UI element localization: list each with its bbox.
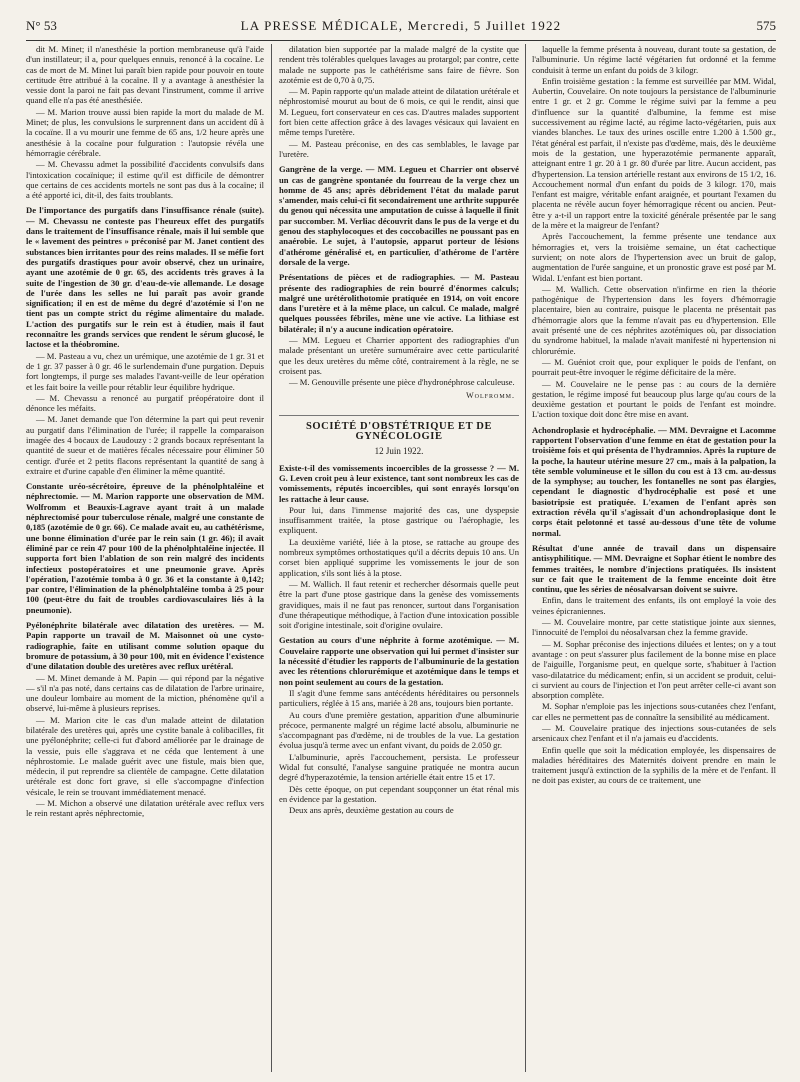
issue-number: N° 53 <box>26 18 57 33</box>
paragraph: — M. Chevassu admet la possibilité d'accidents convulsifs dans l'intoxication cocaïnique; il estime qu'il est difficile de démontrer que certains de ces accidents mortels ne sont pas dus à la cocaïne; il a été apporté ici, dit-il, des faits troublants. <box>26 159 264 201</box>
paragraph: Enfin troisième gestation : la femme est surveillée par MM. Widal, Aubertin, Couvelaire. On note toujours la persistance de l'albuminurie entre 1 gr. et 2 gr. Comme le régime suivi par la femme a peu d'influence sur la quantité d'albumine, la femme est mise successivement au régime lacté, au régime lacto-végétarien, puis aux viandes blanches. Le taux des urines oscille entre 1.200 à 1.500 gr., l'état général est parfait, il n'existe pas d'œdème, mais, dès le deuxième mois de la gestation, une hyperazotémie permanente apparaît, atteignant entre 1 gr. 20 à 1 gr. 80 d'urée par litre. Aucun accident, pas d'hypertension. La tension artérielle restant aux environs de 15 1/2, 16. Accouchement normal d'un enfant du poids de 3 kilogr. 170, mais l'enfant est maigre, véritable enfant araignée, et pourtant l'examen du placenta ne révèle aucun foyer hémorragique récent ou ancien. Peut-être y a-t-il un rapport entre la toxicité générale présentée par le sang de la mère et la maigreur de l'enfant? <box>532 75 776 231</box>
section-paragraph: De l'importance des purgatifs dans l'insuffisance rénale (suite). — M. Chevassu ne conteste pas l'heureux effet des purgatifs dans le traitement de l'insuffisance rénale, mais il lui semble que le « lavement des peintres » préconisé par M. Janet contient des substances bien irritantes pour des reins malades. Il se méfie fort des purgatifs drastiques pour avoir observé, chez un urinaire, ayant une azotémie de 0 gr. 65, des accidents très graves à la suite de l'ingestion de 30 gr. d'eau-de-vie allemande. Le dosage de l'urée dans les selles ne lui paraît pas avoir grande signification; il en est de même du degré d'azotémie si l'on ne tient pas un compte strict du régime alimentaire du malade. L'action des purgatifs sur le rein est à étudier, mais il faut reconnaître les grands services que rendent le sérum glucosé, le lactose et la théobromine. <box>26 205 264 350</box>
paragraph: Au cours d'une première gestation, apparition d'une albuminurie précoce, permanente malgré un régime lacté absolu, albuminurie ne s'accompagnant pas d'œdème, ni de troubles de la vue. La gestation évolua jusqu'à terme avec un enfant vivant, du poids de 2.050 gr. <box>279 709 519 751</box>
section-paragraph: Gangrène de la verge. — MM. Legueu et Charrier ont observé un cas de gangrène spontanée du fourreau de la verge chez un homme de 45 ans; après débridement l'état du malade parut s'amender, mais celui-ci fit secondairement une arthrite suppurée du genou qui nécessita une amputation de cuisse à laquelle il finit par succomber. M. Verliac découvrit dans le pus de la verge et du genou des staphylocoques et des coccobacilles ne poussant pas en anaérobie. Le sujet, à l'autopsie, apparut porteur de lésions d'athérome généralisé et, en particulier, d'athérome de l'artère dorsale de la verge. <box>279 164 519 267</box>
society-heading: SOCIÉTÉ D'OBSTÉTRIQUE ET DE GYNÉCOLOGIE <box>279 415 519 443</box>
paragraph: Pour lui, dans l'immense majorité des cas, une dyspepsie insuffisamment traitée, la ptose gastrique ou l'aérophagie, les expliquent. <box>279 504 519 536</box>
paragraph: — M. Couvelaire montre, par cette statistique jointe aux siennes, l'innocuité de l'emploi du néosalvarsan chez la femme gravide. <box>532 617 776 638</box>
paragraph: Enfin quelle que soit la médication employée, les dispensaires de maladies héréditaires des Maternités doivent prendre en main le traitement jusqu'à extinction de la syphilis de la mère et de l'enfant. Il ne doit pas exister, au cours de ce traitement, une <box>532 744 776 786</box>
column-1 <box>26 44 264 1076</box>
paragraph: — M. Marion trouve aussi bien rapide la mort du malade de M. Minet; de plus, les convulsions le surprennent dans un accident dû à la cocaïne. Il a vu mourir une femme de 65 ans, 1/2 heure après une anesthésie à la cocaïne pour fulguration : l'autopsie révéla une hémorragie cérébrale. <box>26 106 264 158</box>
paragraph: dit M. Minet; il n'anesthésie la portion membraneuse qu'à l'aide d'un instillateur; il a, pour quelques ennuis, renoncé à la cocaïne. Le cas de mort de M. Minet lui paraît bien rapide pour pouvoir en toute certitude être attribué à la cocaïne. Il y a avantage à anesthésier la vessie dont la paroi ne fait pas devant l'instrument, comme il arrive quand elle n'a pas été anesthésiée. <box>26 44 264 106</box>
page-number: 575 <box>756 18 776 33</box>
section-paragraph: Existe-t-il des vomissements incoercibles de la grossesse ? — M. G. Leven croit peu à leur existence, tant sont nombreux les cas de vomissements, réputés incoercibles, qui sont enrayés lorsqu'on les rattache à leur cause. <box>279 462 519 504</box>
section-paragraph: Constante uréo-sécrétoire, épreuve de la phénolphtaléine et néphrectomie. — M. Marion rapporte une observation de MM. Wolfromm et Beauxis-Lagrave ayant trait à un malade néphrectomisé pour tuberculose rénale, malgré une constante de 0,185 (azotémie de 0 gr. 66). Ce malade avait eu, au cathétérisme, une bonne élimination d'urée par le rein sain (1 gr. 46); il avait éliminé par ce rein 47 pour 100 de la phénolphtaléine injectée. Il supporta fort bien l'ablation de son rein malgré des incidents infectieux postopératoires et une pneumonie grave. Après l'opération, l'azotémie tomba à 0 gr. 36 et la constante à 0,142; par contre, l'élimination de la phénolphtaléine tomba à 25 pour 100 (peut-être du fait de troubles cardiovasculaires liés à la pneumonie). <box>26 481 264 615</box>
paragraph: — M. Minet demande à M. Papin — qui répond par la négative — s'il n'a pas noté, dans certains cas de dilatation de l'arbre urinaire, une douleur lombaire au moment de la miction, phénomène qu'il a observé, lui-même à plusieurs reprises. <box>26 672 264 714</box>
page-header <box>26 16 776 41</box>
paragraph: — M. Wallich. Cette observation n'infirme en rien la théorie pathogénique de l'hypertension dans les foyers d'hémorragie placentaire, bien au contraire, puisque le placenta ne présentait pas d'hémorragie alors que la femme n'avait pas eu d'hypertension. Elle avait présenté une de ces néphrites azotémiques où, par dissociation du syndrome habituel, la malade n'avait manifesté ni hypertension ni chlorurémie. <box>532 283 776 356</box>
paragraph: — M. Couvelaire pratique des injections sous-cutanées de sels arsenicaux chez l'enfant et il n'a jamais eu d'accidents. <box>532 723 776 744</box>
paragraph: Deux ans après, deuxième gestation au cours de <box>289 805 454 816</box>
paragraph: — M. Michon a observé une dilatation urétérale avec reflux vers le rein restant après néphrectomie, <box>26 798 264 819</box>
journal-title: LA PRESSE MÉDICALE, Mercredi, 5 Juillet 1922 <box>240 18 562 33</box>
section-paragraph: Présentations de pièces et de radiographies. — M. Pasteau présente des radiographies de rein bourré d'énormes calculs; malgré une urétérolithotomie pratiquée en 1914, on voit encore dans l'uretère et à la même place, un calcul. Ce malade, malgré quelques poussées fébriles, mène une vie active. La lithiase est bilatérale; il n'y a aucune indication opératoire. <box>279 272 519 334</box>
paragraph: laquelle la femme présenta à nouveau, durant toute sa gestation, de l'albuminurie. Un régime lacté végétarien fut ordonné et la femme conduisit à terme un enfant du poids de 3 kilogr. <box>532 44 776 75</box>
paragraph: dilatation bien supportée par la malade malgré de la cystite que rendent très tolérables quelques lavages au protargol; par contre, cette malade ne supporte pas le cathétérisme sans faire de fièvre. Son azotémie est de 0,70 à 0,75. <box>279 44 519 85</box>
section-paragraph: Achondroplasie et hydrocéphalie. — MM. Devraigne et Lacomme rapportent l'observation d'une femme en état de gestation pour la troisième fois et qui présenta de l'hydramnios. Après la rupture de la poche, la hauteur utérine mesure 27 cm., mais à la palpation, la tête semble volumineuse et le sillon du cou est à 13 cm. au-dessus de la symphyse; au toucher, les fontanelles ne sont pas élargies, cependant le diagnostic d'hydrocéphalie est posé et une basiotripsie est pratiquée. L'examen de l'enfant après son extraction révéla qu'il s'agissait d'un achondroplasique dont le corps était pelotonné et tassé au-dessous d'une tête de volume normal. <box>532 424 776 538</box>
paragraph: Il s'agit d'une femme sans antécédents héréditaires ou personnels particuliers, réglée à 15 ans, mariée à 28 ans, toujours bien portante. <box>279 687 519 709</box>
paragraph: — M. Pasteau a vu, chez un urémique, une azotémie de 1 gr. 31 et de 1 gr. 37 passer à 0 gr. 46 le surlendemain d'une purgation. Depuis fort longtemps, il purge ses malades l'avant-veille de leur opération et les fait boire la veille pour rétablir leur équilibre hydrique. <box>26 350 264 392</box>
column-rule <box>271 44 272 1072</box>
section-paragraph: Résultat d'une année de travail dans un dispensaire antisyphilitique. — MM. Devraigne et Sophar étient le nombre des femmes traitées, le nombre d'injections pratiquées. Ils insistent sur ce fait que le traitement de la femme enceinte doit être continu, que les séries de néosalvarsan doivent se suivre. <box>532 542 776 595</box>
paragraph: M. Sophar n'emploie pas les injections sous-cutanées chez l'enfant, car elles ne permettent pas de connaître la sensibilité au médicament. <box>532 701 776 722</box>
paragraph: — M. Papin rapporte qu'un malade atteint de dilatation urétérale et néphrostomisé mourut au bout de 6 mois, ce qui le rendit, ainsi que M. Legueu, fort conservateur en ces cas. D'autres malades supportent fort bien cette affection grâce à des lavages vésicaux qui lavaient en même temps l'uretère. <box>279 86 519 138</box>
paragraph: — MM. Legueu et Charrier apportent des radiographies d'un malade présentant un uretère surnuméraire avec cette particularité que les deux uretères du même côté, contrairement à la règle, ne se croisent pas. <box>279 335 519 376</box>
column-3 <box>532 44 776 1076</box>
paragraph: Après l'accouchement, la femme présente une tendance aux hémorragies et, vers la troisième semaine, un état cachectique survient; on note alors de l'hypertension avec un bruit de galop, augmentation de l'urée sanguine, et un pronostic grave est posé par M. Widal. L'enfant est bien portant. <box>532 231 776 283</box>
paragraph: — M. Marion cite le cas d'un malade atteint de dilatation bilatérale des uretères qui, après une cystite banale à colibacilles, fit une pyélonéphrite; celle-ci fut d'abord améliorée par le drainage de la vessie, puis elle s'aggrava et ne céda que lentement à une néphrostomie. Le malade guérit avec une fistule, mais bien que, médecin, il put reprendre sa clientèle de campagne. Cette dilatation urétérale est donc fort grave, si elle s'accompagne d'infection vésicale, le rein se trouvant immédiatement menacé. <box>26 714 264 797</box>
column-rule <box>525 44 526 1072</box>
paragraph: — M. Genouville présente une pièce d'hydronéphrose calculeuse. <box>289 377 515 388</box>
session-date: 12 Juin 1922. <box>374 446 424 457</box>
paragraph: La deuxième variété, liée à la ptose, se rattache au groupe des nombreux symptômes orthostatiques qu'il a décrits depuis 10 ans. Un corset bien appliqué supprime les vomissements le jour de son application, s'ils sont liés à la ptose. <box>279 536 519 578</box>
paragraph: L'albuminurie, après l'accouchement, persista. Le professeur Widal fut consulté, l'analyse sanguine pratiquée ne montra aucun degré d'hyperazotémie, la tension artérielle était entre 15 et 17. <box>279 751 519 783</box>
paragraph: — M. Janet demande que l'on détermine la part qui peut revenir au purgatif dans l'élimination de l'urée; il rappelle la comparaison imagée des 4 bocaux de Laudouzy : 2 grands bocaux représentant la quantité de sueur et de matières fécales nécessaire pour éliminer 50 centigr. d'urée et 2 petits flacons représentant la quantité de sang à extraire et d'urine capable d'en éliminer la même quantité. <box>26 414 264 476</box>
paragraph: — M. Guéniot croit que, pour expliquer le poids de l'enfant, on pourrait peut-être invoquer le régime déficitaire de la mère. <box>532 356 776 378</box>
paragraph: Enfin, dans le traitement des enfants, ils ont employé la voie des veines épicraniennes. <box>532 595 776 616</box>
paragraph: Dès cette époque, on put cependant soupçonner un état rénal mis en évidence par la gestation. <box>279 783 519 804</box>
section-paragraph: Pyélonéphrite bilatérale avec dilatation des uretères. — M. Papin rapporte un travail de M. Maisonnet où une cysto-radiographie, faite en utilisant comme solution opaque du bromure de potassium, à 30 pour 100, mit en évidence l'existence d'une dilatation double des uretères avec reflux urétéral. <box>26 620 264 672</box>
section-paragraph: Gestation au cours d'une néphrite à forme azotémique. — M. Couvelaire rapporte une observation qui lui permet d'insister sur la nécessité d'étudier les rapports de l'albuminurie de la gestation avec les rétentions chlorurémique et azotémique dans le temps et non point seulement au cours de la gestation. <box>279 635 519 687</box>
paragraph: — M. Chevassu a renoncé au purgatif préopératoire dont il dénonce les méfaits. <box>26 392 264 414</box>
column-2 <box>279 44 519 1076</box>
paragraph: — M. Pasteau préconise, en des cas semblables, le lavage par l'uretère. <box>279 138 519 159</box>
paragraph: — M. Sophar préconise des injections diluées et lentes; on y a tout avantage : on peut s'assurer plus facilement de la bonne mise en place de l'aiguille, l'organisme peut, en quelque sorte, s'habituer à l'action vaso-dilatatrice du médicament; enfin, si un accident se produit, celui-ci survient au cours de l'injection et l'on peut arrêter celle-ci avant son absorption complète. <box>532 638 776 701</box>
author-signature: Wolfromm. <box>466 390 515 400</box>
paragraph: — M. Wallich. Il faut retenir et rechercher désormais quelle peut être la part d'une ptose gastrique dans la genèse des vomissements gravidiques, mais il ne faut pas renoncer, surtout dans l'organisation d'une thérapeutique méthodique, à l'action d'une intoxication possible soit d'origine intestinale, soit d'origine ovulaire. <box>279 578 519 631</box>
paragraph: — M. Couvelaire ne le pense pas : au cours de la dernière gestation, le régime imposé fut beaucoup plus large qu'au cours de la deuxième gestation et pourtant le poids de l'enfant est moindre. L'action toxique doit donc être mise en avant. <box>532 378 776 420</box>
